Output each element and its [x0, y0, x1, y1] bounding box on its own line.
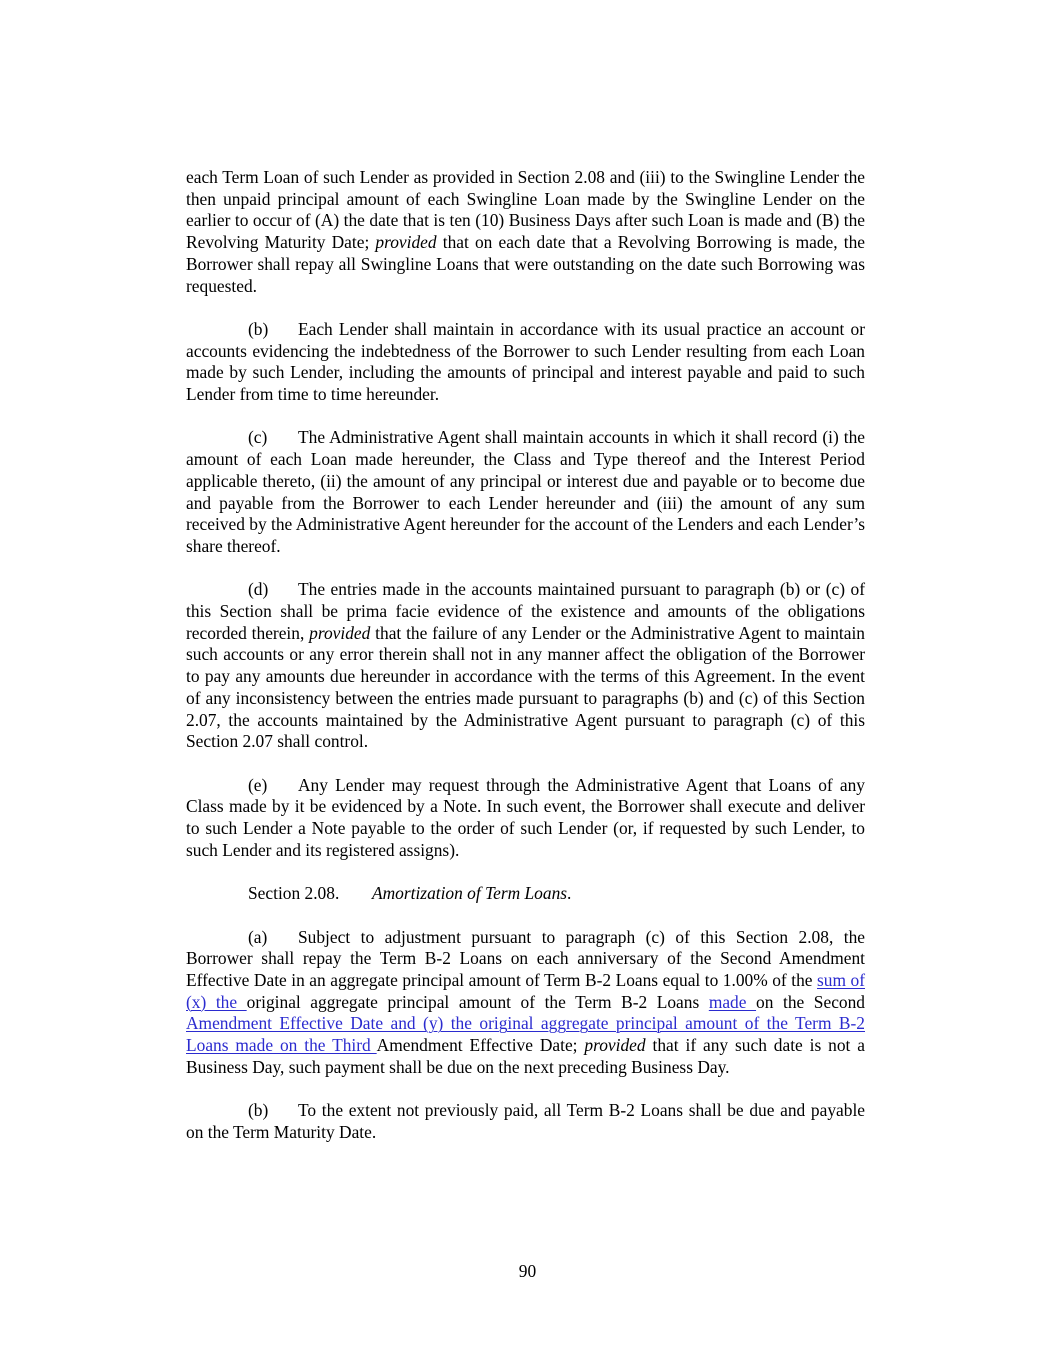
italic-term: provided — [309, 622, 371, 643]
paragraph-label: (b) — [248, 1100, 269, 1121]
paragraph-text: To the extent not previously paid, all Term B-2 Loans shall be due and payable on the Term Maturity Date. — [186, 1100, 865, 1142]
paragraph-text: on the Second — [756, 991, 866, 1012]
paragraph-label: (e) — [248, 774, 268, 795]
section-title-period: . — [567, 883, 572, 904]
paragraph-continuation — [186, 167, 865, 297]
paragraph-d — [186, 579, 865, 753]
paragraph-text: that the failure of any Lender or the Administrative Agent to maintain such accounts or any error therein shall not in any manner affect the obligation of the Borrower to pay any amounts due hereunder in accordance with the terms of this Agreement. In the event of any inconsistency between the entries made pursuant to paragraphs (b) and (c) of this Section 2.07, the accounts maintained by the Administrative Agent pursuant to paragraph (c) of this Section 2.07 shall control. — [186, 622, 865, 752]
paragraph-text: Any Lender may request through the Administrative Agent that Loans of any Class made by it be evidenced by a Note. In such event, the Borrower shall execute and deliver to such Lender a Note payable to the order of such Lender (or, if requested by such Lender, to such Lender and its registered assigns). — [186, 774, 865, 860]
paragraph-b — [186, 319, 865, 406]
paragraph-text: that if any such date is not a Business Day, such payment shall be due on the next preceding Business Day. — [186, 1035, 866, 1077]
inserted-text: sum of (x) the — [186, 969, 865, 1012]
italic-term: provided — [375, 232, 437, 253]
inserted-text: Amendment Effective Date and (y) the original aggregate principal amount of the Term B-2 Loans made on the Third — [186, 1013, 865, 1056]
section-number: Section 2.08. — [248, 883, 340, 904]
document-page — [186, 167, 865, 1165]
italic-term: provided — [584, 1035, 646, 1056]
page-number: 90 — [518, 1261, 537, 1281]
paragraph-label: (d) — [248, 579, 269, 600]
paragraph-label: (c) — [248, 427, 268, 448]
paragraph-text: The Administrative Agent shall maintain accounts in which it shall record (i) the amount of each Loan made hereunder, the Class and Type thereof and the Interest Period applicable thereto, (ii) the amount of any principal or interest due and payable or to become due and payable from the Borrower to each Lender hereunder and (iii) the amount of any sum received by the Administrative Agent hereunder for the account of the Lenders and each Lender’s share thereof. — [186, 427, 865, 556]
paragraph-text: each Term Loan of such Lender as provided in Section 2.08 and (iii) to the Swingline Lender the then unpaid principal amount of each Swingline Loan made by the Swingline Lender on the earlier to occur of (A) the date that is ten (10) Business Days after such Loan is made and (B) the Revolving Maturity Date; — [186, 167, 865, 253]
paragraph-label: (a) — [248, 926, 268, 947]
paragraph-b-maturity — [186, 1100, 865, 1143]
section-heading — [186, 883, 865, 905]
paragraph-e — [186, 775, 865, 862]
paragraph-text: original aggregate principal amount of the Term B-2 Loans — [246, 991, 709, 1012]
paragraph-text: The entries made in the accounts maintained pursuant to paragraph (b) or (c) of this Section shall be prima facie evidence of the existence and amounts of the obligations recorded therein, — [186, 579, 865, 643]
paragraph-a-amortization — [186, 927, 865, 1079]
paragraph-c — [186, 427, 865, 557]
inserted-text: made — [708, 991, 757, 1012]
paragraph-text: that on each date that a Revolving Borrowing is made, the Borrower shall repay all Swingline Loans that were outstanding on the date such Borrowing was requested. — [186, 232, 865, 296]
paragraph-label: (b) — [248, 318, 269, 339]
section-title: Amortization of Term Loans — [372, 883, 568, 904]
paragraph-text: Each Lender shall maintain in accordance with its usual practice an account or accounts evidencing the indebtedness of the Borrower to such Lender resulting from each Loan made by such Lender, including the amounts of principal and interest payable and paid to such Lender from time to time hereunder. — [186, 318, 865, 405]
paragraph-text: Amendment Effective Date; — [376, 1035, 585, 1056]
paragraph-text: Subject to adjustment pursuant to paragraph (c) of this Section 2.08, the Borrower shall repay the Term B-2 Loans on each anniversary of the Second Amendment Effective Date in an aggregate principal amount of Term B-2 Loans equal to 1.00% of the — [186, 926, 865, 990]
